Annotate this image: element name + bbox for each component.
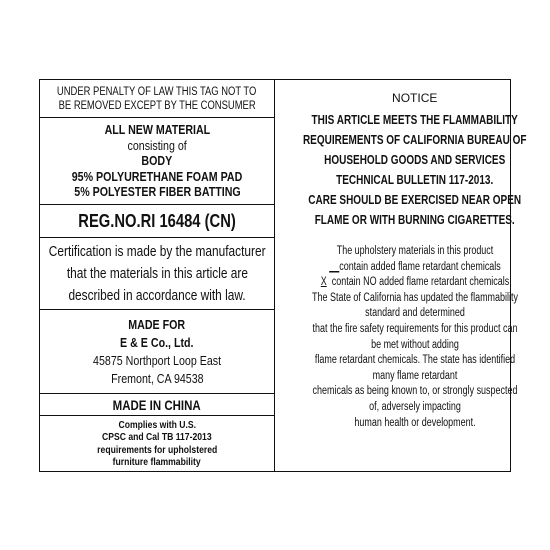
material-line: ALL NEW MATERIAL: [104, 122, 210, 138]
warning-section: [40, 80, 274, 118]
notice-line: TECHNICAL BULLETIN 117-2013.: [336, 173, 494, 187]
address-line: Fremont, CA 94538: [110, 370, 204, 386]
flammability-notice: [275, 110, 550, 230]
state-line: human health or development.: [354, 416, 476, 429]
certification-section: [40, 238, 274, 310]
state-line: chemicals as being known to, or strongly suspected: [312, 385, 518, 398]
option-added-checkbox: __: [328, 260, 339, 273]
material-section: [40, 118, 274, 205]
material-line: BODY: [141, 153, 173, 169]
origin-section: [40, 394, 274, 416]
flame-retardant-disclosure: [283, 244, 547, 431]
state-line: standard and determined: [364, 307, 465, 320]
address-line: 45875 Northport Loop East: [92, 352, 221, 368]
option-added-text: contain added flame retardant chemicals: [338, 260, 501, 273]
state-line: be met without adding: [370, 338, 459, 351]
option-none-checkbox: X: [320, 276, 327, 289]
notice-line: CARE SHOULD BE EXERCISED NEAR OPEN: [308, 193, 522, 207]
state-line: that the fire safety requirements for this product can: [312, 322, 518, 335]
compliance-line: Complies with U.S.: [118, 418, 196, 431]
law-label-tag: [39, 79, 527, 472]
made-for-label: MADE FOR: [128, 316, 186, 332]
compliance-section: [40, 416, 274, 471]
certification-line: Certification is made by the manufacturer: [48, 243, 266, 260]
notice-title: NOTICE: [392, 91, 438, 105]
option-none: [312, 275, 518, 291]
compliance-line: requirements for upholstered: [96, 443, 218, 456]
label-right-column: [275, 80, 550, 471]
material-line: consisting of: [127, 137, 187, 153]
state-line: The State of California has updated the flammability: [311, 291, 518, 304]
origin-text: MADE IN CHINA: [112, 396, 202, 413]
option-none-text: contain NO added flame retardant chemicals: [331, 276, 509, 289]
warning-line: UNDER PENALTY OF LAW THIS TAG NOT TO: [57, 85, 257, 98]
registration-number: [40, 205, 274, 238]
notice-line: HOUSEHOLD GOODS AND SERVICES: [324, 153, 506, 167]
warning-line: BE REMOVED EXCEPT BY THE CONSUMER: [58, 99, 256, 112]
material-line: 5% POLYESTER FIBER BATTING: [73, 184, 241, 200]
state-line: flame retardant chemicals. The state has identified: [314, 354, 515, 367]
registration-text: REG.NO.RI 16484 (CN): [78, 210, 236, 231]
notice-line: THIS ARTICLE MEETS THE FLAMMABILITY: [311, 113, 518, 127]
compliance-line: furniture flammability: [112, 456, 202, 468]
certification-line: that the materials in this article are: [66, 265, 248, 282]
label-left-column: [40, 80, 275, 471]
certification-line: described in accordance with law.: [68, 287, 246, 304]
materials-intro: The upholstery materials in this product: [336, 245, 493, 257]
material-line: 95% POLYURETHANE FOAM PAD: [71, 168, 243, 184]
state-line: of, adversely impacting: [368, 400, 461, 413]
compliance-line: CPSC and Cal TB 117-2013: [102, 431, 212, 443]
company-name: E & E Co., Ltd.: [120, 334, 194, 350]
made-for-section: [40, 310, 274, 394]
state-line: many flame retardant: [372, 369, 458, 382]
option-added: [312, 260, 518, 276]
notice-line: FLAME OR WITH BURNING CIGARETTES.: [314, 213, 515, 227]
notice-line: REQUIREMENTS OF CALIFORNIA BUREAU OF: [302, 133, 527, 147]
